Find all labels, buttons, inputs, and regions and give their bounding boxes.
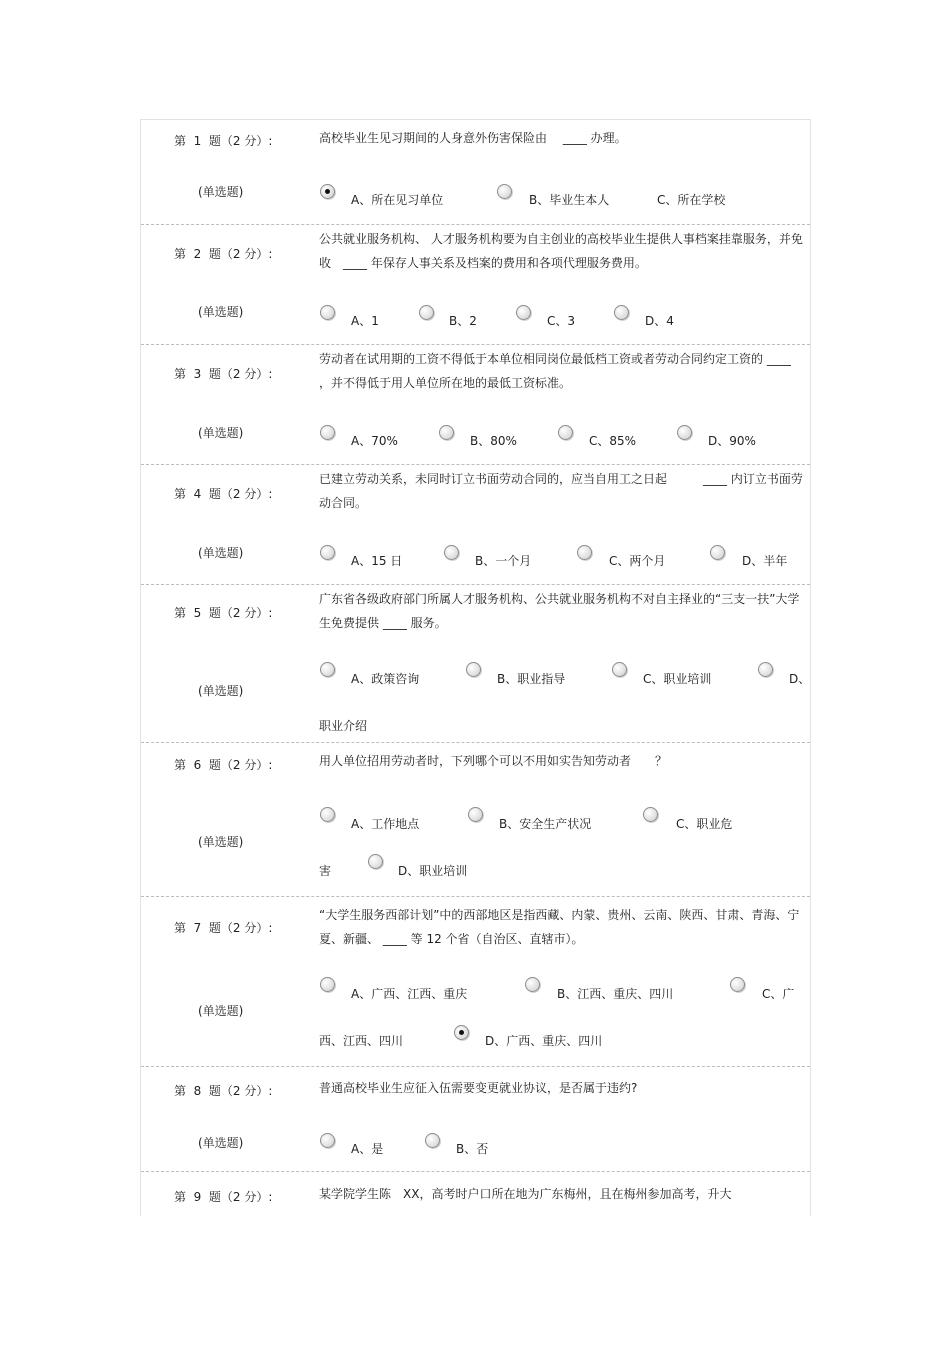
radio-q7-b[interactable] xyxy=(525,977,540,992)
radio-q5-c[interactable] xyxy=(612,662,627,677)
question-text: 已建立劳动关系，未同时订立书面劳动合同的，应当自用工之日起 ____ 内订立书面劳动合同。 xyxy=(319,472,803,510)
question-type: (单选题) xyxy=(198,1136,244,1150)
option-label[interactable]: C、85% xyxy=(589,434,637,448)
question-3 xyxy=(141,345,810,464)
radio-q4-b[interactable] xyxy=(444,545,459,560)
radio-q6-c[interactable] xyxy=(643,807,658,822)
option-label[interactable]: B、安全生产状况 xyxy=(499,817,592,831)
question-text: “大学生服务西部计划”中的西部地区是指西藏、内蒙、贵州、云南、陕西、甘肃、青海、宁夏、新疆、 ____ 等 12 个省（自治区、直辖市）。 xyxy=(319,908,800,946)
radio-q8-b[interactable] xyxy=(425,1133,440,1148)
option-label[interactable]: D、职业培训 xyxy=(398,864,468,878)
radio-q1-b[interactable] xyxy=(497,184,512,199)
question-2 xyxy=(141,225,810,344)
question-text: 某学院学生陈 XX，高考时户口所在地为广东梅州，且在梅州参加高考，升大 xyxy=(319,1187,732,1201)
radio-q1-a[interactable] xyxy=(320,184,335,199)
option-label[interactable]: B、2 xyxy=(449,314,477,328)
question-text: 用人单位招用劳动者时，下列哪个可以不用如实告知劳动者 ？ xyxy=(319,754,668,768)
radio-q4-a[interactable] xyxy=(320,545,335,560)
question-number: 第 3 题（2 分）: xyxy=(174,367,273,381)
question-text: 高校毕业生见习期间的人身意外伤害保险由 ____ 办理。 xyxy=(319,131,627,145)
option-label[interactable]: A、70% xyxy=(351,434,398,448)
option-label[interactable]: A、1 xyxy=(351,314,379,328)
radio-q6-d[interactable] xyxy=(368,854,383,869)
quiz-list xyxy=(140,119,811,1216)
question-number: 第 2 题（2 分）: xyxy=(174,247,273,261)
radio-q6-a[interactable] xyxy=(320,807,335,822)
question-number: 第 5 题（2 分）: xyxy=(174,606,273,620)
option-label[interactable]: D、4 xyxy=(645,314,674,328)
question-number: 第 7 题（2 分）: xyxy=(174,921,273,935)
question-text: 广东省各级政府部门所属人才服务机构、公共就业服务机构不对自主择业的“三支一扶”大学生免费提供 ____ 服务。 xyxy=(319,592,800,630)
question-text: 公共就业服务机构、 人才服务机构要为自主创业的高校毕业生提供人事档案挂靠服务，并免收 ____ 年保存人事关系及档案的费用和各项代理服务费用。 xyxy=(319,232,803,270)
option-label[interactable]: A、是 xyxy=(351,1142,384,1156)
option-label[interactable]: A、15 日 xyxy=(351,554,403,568)
radio-q8-a[interactable] xyxy=(320,1133,335,1148)
question-number: 第 6 题（2 分）: xyxy=(174,758,273,772)
radio-q5-b[interactable] xyxy=(466,662,481,677)
option-label[interactable]: C、职业培训 xyxy=(643,672,712,686)
question-9 xyxy=(141,1172,810,1216)
option-label[interactable]: B、毕业生本人 xyxy=(529,193,610,207)
radio-q2-d[interactable] xyxy=(614,305,629,320)
radio-q2-b[interactable] xyxy=(419,305,434,320)
question-7 xyxy=(141,897,810,1066)
option-label[interactable]: C、3 xyxy=(547,314,576,328)
question-text: 劳动者在试用期的工资不得低于本单位相同岗位最低档工资或者劳动合同约定工资的 ____ ，并不得低于用人单位所在地的最低工资标准。 xyxy=(319,352,791,390)
radio-q4-c[interactable] xyxy=(577,545,592,560)
question-type: (单选题) xyxy=(198,1004,244,1018)
question-4 xyxy=(141,465,810,584)
radio-q3-d[interactable] xyxy=(677,425,692,440)
option-label[interactable]: C、所在学校 xyxy=(657,193,726,207)
option-label-continuation[interactable]: 西、江西、四川 xyxy=(319,1034,404,1048)
radio-q6-b[interactable] xyxy=(468,807,483,822)
option-label[interactable]: D、半年 xyxy=(742,554,788,568)
option-label[interactable]: A、广西、江西、重庆 xyxy=(351,987,468,1001)
radio-q5-d[interactable] xyxy=(758,662,773,677)
option-label[interactable]: C、广 xyxy=(762,987,795,1001)
option-label[interactable]: B、一个月 xyxy=(475,554,532,568)
radio-q3-b[interactable] xyxy=(439,425,454,440)
option-label[interactable]: A、政策咨询 xyxy=(351,672,420,686)
radio-q2-c[interactable] xyxy=(516,305,531,320)
question-number: 第 4 题（2 分）: xyxy=(174,487,273,501)
radio-q3-a[interactable] xyxy=(320,425,335,440)
option-label[interactable]: C、两个月 xyxy=(609,554,666,568)
radio-q2-a[interactable] xyxy=(320,305,335,320)
question-1 xyxy=(141,120,810,224)
radio-q5-a[interactable] xyxy=(320,662,335,677)
radio-q7-d[interactable] xyxy=(454,1025,469,1040)
question-5 xyxy=(141,585,810,742)
radio-q4-d[interactable] xyxy=(710,545,725,560)
question-type: (单选题) xyxy=(198,305,244,319)
option-label[interactable]: A、工作地点 xyxy=(351,817,420,831)
option-label[interactable]: B、否 xyxy=(456,1142,489,1156)
question-8 xyxy=(141,1067,810,1171)
question-number: 第 9 题（2 分）: xyxy=(174,1190,273,1204)
question-type: (单选题) xyxy=(198,835,244,849)
question-type: (单选题) xyxy=(198,426,244,440)
radio-q7-c[interactable] xyxy=(730,977,745,992)
option-label[interactable]: B、职业指导 xyxy=(497,672,566,686)
question-6 xyxy=(141,743,810,896)
question-number: 第 1 题（2 分）: xyxy=(174,134,273,148)
option-label-continuation[interactable]: 害 xyxy=(319,864,332,878)
question-text: 普通高校毕业生应征入伍需要变更就业协议，是否属于违约? xyxy=(319,1081,638,1095)
option-label[interactable]: B、江西、重庆、四川 xyxy=(557,987,674,1001)
option-label[interactable]: D、 xyxy=(789,672,811,686)
radio-q7-a[interactable] xyxy=(320,977,335,992)
question-type: (单选题) xyxy=(198,546,244,560)
radio-q3-c[interactable] xyxy=(558,425,573,440)
option-label[interactable]: D、广西、重庆、四川 xyxy=(485,1034,603,1048)
question-number: 第 8 题（2 分）: xyxy=(174,1084,273,1098)
option-label-continuation[interactable]: 职业介绍 xyxy=(319,719,368,733)
question-type: (单选题) xyxy=(198,684,244,698)
option-label[interactable]: B、80% xyxy=(470,434,517,448)
question-type: (单选题) xyxy=(198,185,244,199)
option-label[interactable]: D、90% xyxy=(708,434,756,448)
option-label[interactable]: C、职业危 xyxy=(676,817,733,831)
option-label[interactable]: A、所在见习单位 xyxy=(351,193,444,207)
